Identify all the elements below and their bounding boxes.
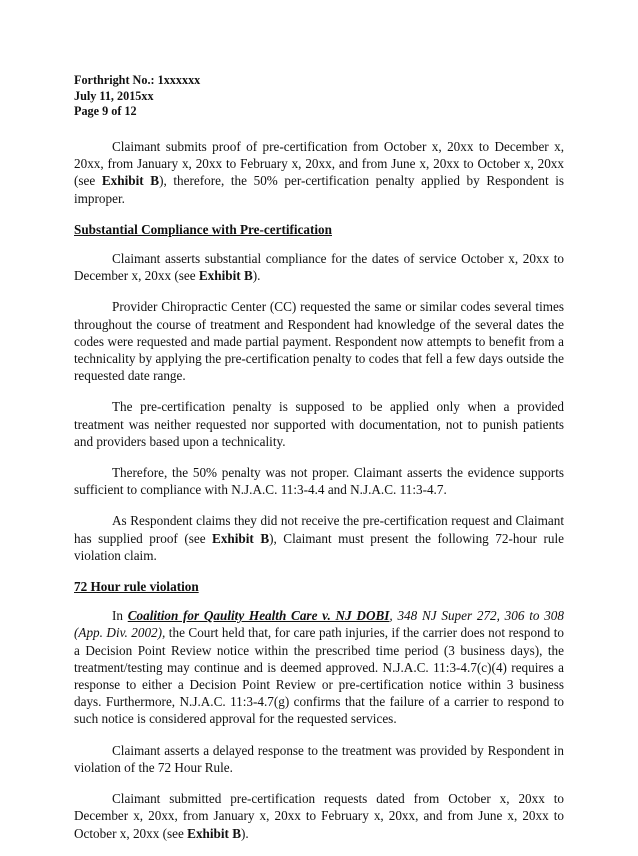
case-name: Coalition for Qaulity Health Care v. NJ DOBI bbox=[127, 608, 390, 624]
header-date: July 11, 2015xx bbox=[74, 88, 154, 103]
paragraph-delayed-response: Claimant asserts a delayed response to the treatment was provided by Respondent in violation of the 72 Hour Rule. bbox=[74, 742, 564, 775]
paragraph-text: Claimant submitted pre-certification requests dated from October x, 20xx to December x, 20xx, from January x, 20xx to February x, 20xx, and from June x, 20xx to October x, 20xx (see bbox=[74, 791, 564, 841]
paragraph-text: Claimant asserts substantial compliance for the dates of service October x, 20xx to December x, 20xx (see bbox=[74, 251, 564, 284]
case-reporter: , 348 NJ Super 272, 306 to 308 (App. Div. 2002), bbox=[74, 608, 564, 641]
document-body bbox=[74, 138, 564, 856]
paragraph-substantial-compliance bbox=[74, 250, 564, 284]
paragraph-text: ). bbox=[252, 268, 261, 284]
paragraph-text: As Respondent claims they did not receive the pre-certification request and Claimant has supplied proof (see bbox=[74, 513, 564, 546]
section-heading-72-hour-rule: 72 Hour rule violation bbox=[74, 579, 199, 595]
paragraph-text: Claimant submits proof of pre-certification from October x, 20xx to December x, 20xx, from January x, 20xx to February x, 20xx, and from June x, 20xx to October x, 20xx (see bbox=[74, 139, 564, 189]
exhibit-reference: Exhibit B bbox=[212, 530, 270, 546]
paragraph-respondent-claims bbox=[74, 512, 564, 564]
paragraph-penalty-not-proper: Therefore, the 50% penalty was not proper. Claimant asserts the evidence supports sufficient to compliance with N.J.A.C. 11:3-4.4 and N.J.A.C. 11:3-4.7. bbox=[74, 465, 564, 498]
paragraph-proof-of-precert bbox=[74, 138, 564, 207]
section-heading-substantial-compliance: Substantial Compliance with Pre-certification bbox=[74, 221, 332, 237]
forthright-number: Forthright No.: 1xxxxxx bbox=[74, 73, 201, 87]
exhibit-reference: Exhibit B bbox=[198, 268, 253, 284]
paragraph-text: ). bbox=[241, 825, 249, 841]
paragraph-text: ), therefore, the 50% per-certification penalty applied by Respondent is improper. bbox=[74, 173, 565, 206]
paragraph-penalty-purpose: The pre-certification penalty is supposed to be applied only when a provided treatment was neither requested nor supported with documentation, not to punish patients and providers based upon a technicality. bbox=[74, 399, 564, 449]
paragraph-text: ), Claimant must present the following 72-hour rule violation claim. bbox=[74, 530, 564, 563]
exhibit-reference: Exhibit B bbox=[187, 825, 242, 841]
exhibit-reference: Exhibit B bbox=[101, 173, 160, 189]
paragraph-case-law bbox=[74, 607, 564, 727]
page-header bbox=[74, 73, 200, 120]
paragraph-submitted-requests bbox=[74, 790, 564, 842]
page-number: Page 9 of 12 bbox=[74, 104, 137, 119]
paragraph-text: In bbox=[112, 608, 128, 624]
paragraph-text: the Court held that, for care path injuries, if the carrier does not respond to a Decision Point Review notice within the prescribed time period (3 business days), the treatment/testing may continue and is deemed approved. N.J.A.C. 11:3-4.7(c)(4) requires a response to either a Decision Point Review or pre-certification notice within 3 business days. Furthermore, N.J.A.C. 11:3-4.7(g) confirms that the failure of a carrier to respond to such notice is considered approval for the requested services. bbox=[74, 625, 564, 727]
paragraph-provider-requests: Provider Chiropractic Center (CC) requested the same or similar codes several times throughout the course of treatment and Respondent had knowledge of the several dates the codes were requested and made partial payment. Respondent now attempts to benefit from a technicality by applying the pre-certification penalty to codes that fell a few days outside the requested date range. bbox=[74, 299, 564, 384]
